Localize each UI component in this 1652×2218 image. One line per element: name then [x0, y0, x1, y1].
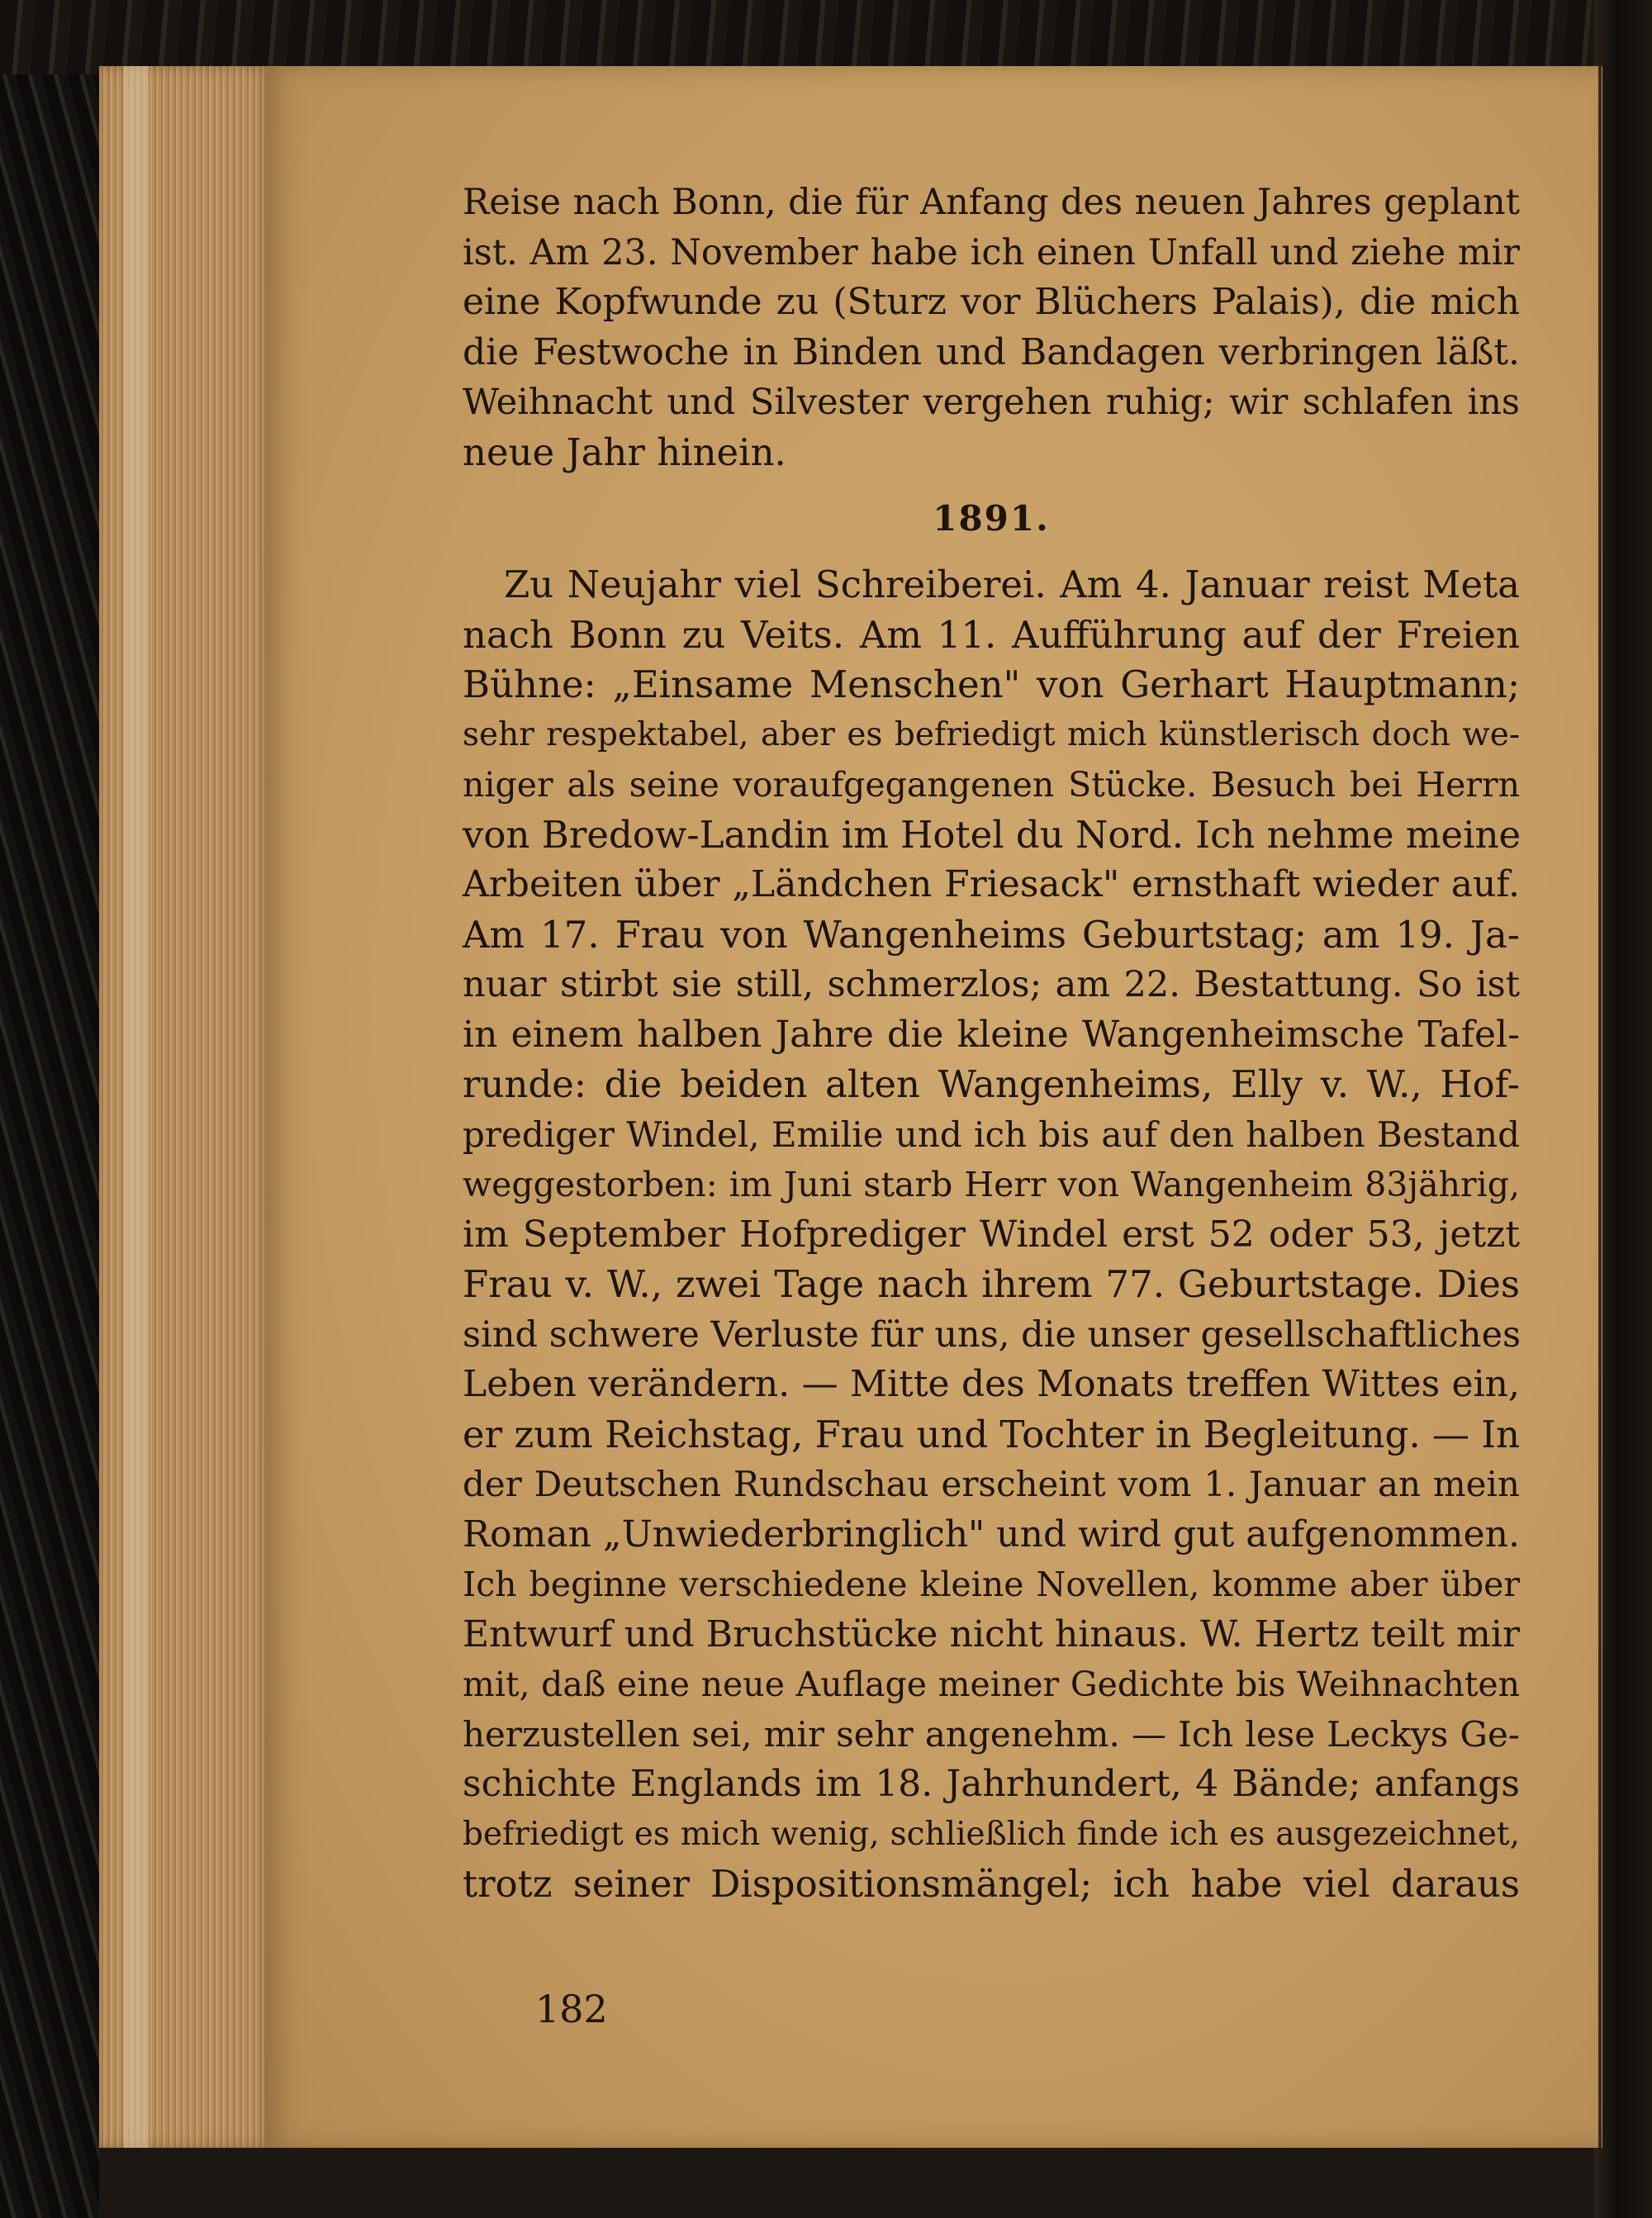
- page-text: [463, 178, 1520, 1910]
- text-line: Roman „Unwiederbringlich" und wird gut aufgenommen.: [463, 1513, 1520, 1555]
- page-gutter-line: [1598, 66, 1602, 2148]
- text-line: Bühne: „Einsame Menschen" von Gerhart Hauptmann;: [463, 663, 1520, 706]
- page-number: 182: [535, 1987, 608, 2031]
- text-line: in einem halben Jahre die kleine Wangenheimsche Tafel-: [463, 1013, 1520, 1056]
- text-line: Leben verändern. — Mitte des Monats treffen Wittes ein,: [463, 1363, 1520, 1405]
- book-binding-right: [1594, 0, 1652, 2218]
- text-line: Am 17. Frau von Wangenheims Geburtstag; am 19. Ja-: [463, 912, 1520, 957]
- text-line: im September Hofprediger Windel erst 52 oder 53, jetzt: [463, 1213, 1520, 1256]
- text-line: prediger Windel, Emilie und ich bis auf den halben Bestand: [463, 1114, 1520, 1155]
- text-line: von Bredow-Landin im Hotel du Nord. Ich nehme meine: [463, 812, 1521, 857]
- text-line: eine Kopfwunde zu (Sturz vor Blüchers Palais), die mich: [463, 281, 1520, 323]
- year-heading: 1891.: [933, 498, 1050, 539]
- text-line: trotz seiner Dispositionsmängel; ich habe viel daraus: [463, 1862, 1520, 1906]
- text-line: nach Bonn zu Veits. Am 11. Aufführung auf der Freien: [463, 612, 1520, 657]
- page-stack-highlight: [124, 66, 149, 2148]
- text-line: Entwurf und Bruchstücke nicht hinaus. W. Hertz teilt mir: [463, 1612, 1520, 1655]
- text-line: sehr respektabel, aber es befriedigt mich künstlerisch doch we-: [463, 715, 1520, 753]
- text-line: Frau v. W., zwei Tage nach ihrem 77. Geburtstage. Dies: [463, 1262, 1520, 1306]
- text-line: weggestorben: im Juni starb Herr von Wangenheim 83jährig,: [463, 1165, 1520, 1204]
- text-line: die Festwoche in Binden und Bandagen verbringen läßt.: [463, 330, 1520, 373]
- text-line: niger als seine voraufgegangenen Stücke. Besuch bei Herrn: [463, 765, 1520, 805]
- text-line: Weihnacht und Silvester vergehen ruhig; wir schlafen ins: [463, 382, 1520, 423]
- text-line: schichte Englands im 18. Jahrhundert, 4 Bände; anfangs: [463, 1763, 1520, 1805]
- text-line: mit, daß eine neue Auflage meiner Gedichte bis Weihnachten: [463, 1665, 1520, 1704]
- text-line: befriedigt es mich wenig, schließlich finde ich es ausgezeichnet,: [463, 1815, 1520, 1853]
- text-line: Reise nach Bonn, die für Anfang des neuen Jahres geplant: [463, 182, 1520, 223]
- text-line: Ich beginne verschiedene kleine Novellen, komme aber über: [463, 1565, 1520, 1604]
- text-line: neue Jahr hinein.: [463, 430, 786, 474]
- text-line: Zu Neujahr viel Schreiberei. Am 4. Januar reist Meta: [504, 563, 1520, 606]
- text-line: ist. Am 23. November habe ich einen Unfall und ziehe mir: [463, 231, 1520, 273]
- text-line: sind schwere Verluste für uns, die unser gesellschaftliches: [463, 1313, 1521, 1356]
- text-line: Arbeiten über „Ländchen Friesack" ernsthaft wieder auf.: [463, 863, 1520, 905]
- text-line: nuar stirbt sie still, schmerzlos; am 22. Bestattung. So ist: [463, 964, 1520, 1005]
- book-binding-top: [0, 0, 1652, 74]
- text-line: runde: die beiden alten Wangenheims, Elly v. W., Hof-: [463, 1062, 1520, 1106]
- text-line: er zum Reichstag, Frau und Tochter in Begleitung. — In: [463, 1412, 1520, 1456]
- book-binding-left: [0, 0, 99, 2218]
- text-line: der Deutschen Rundschau erscheint vom 1. Januar an mein: [463, 1464, 1520, 1504]
- text-line: herzustellen sei, mir sehr angenehm. — Ich lese Leckys Ge-: [463, 1713, 1520, 1755]
